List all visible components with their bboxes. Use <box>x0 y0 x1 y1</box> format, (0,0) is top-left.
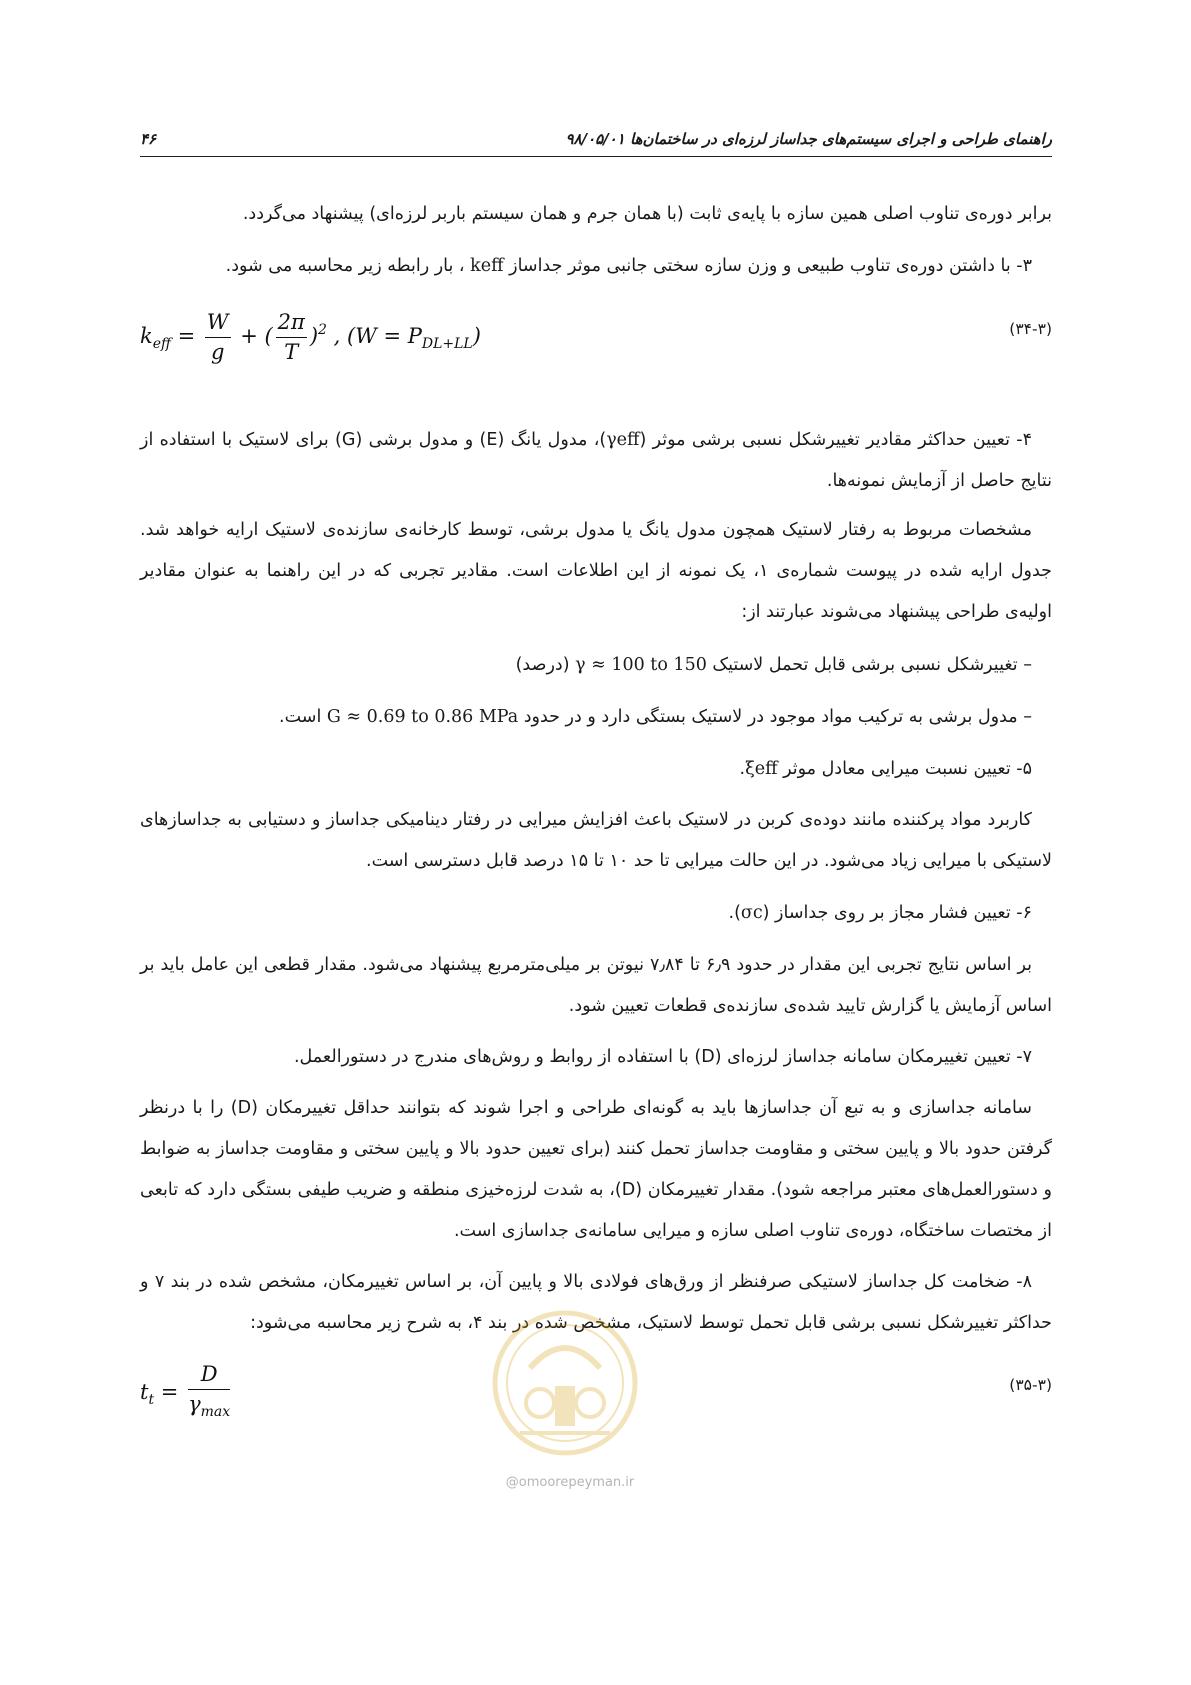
paragraph-allowable-pressure: بر اساس نتایج تجربی این مقدار در حدود ۶٫۹ تا ۷٫۸۴ نیوتن بر میلی‌مترمربع پیشنهاد می‌شود. مقدار قطعی این عامل باید بر اساس آزمایش یا گزارش تایید شده‌ی سازنده‌ی قطعات تعیین شود. <box>140 955 1052 1016</box>
page-header <box>140 126 1052 157</box>
paragraph-step-8: ۸- ضخامت کل جداساز لاستیکی صرفنظر از ورق‌های فولادی بالا و پایین آن، بر اساس تغییرمکان، مشخص شده در بند ۷ و حداکثر تغییرشکل نسبی برشی قابل تحمل توسط لاستیک، مشخص شده در بند ۴، به شرح زیر محاسبه می‌شود: <box>140 1272 1052 1333</box>
equation-35-3: $t_t$ = $\frac{D}{\gamma_{max}}$ <box>140 1362 231 1420</box>
header-title: راهنمای طراحی و اجرای سیستم‌های جداساز لرزه‌ای در ساختمان‌ها ۹۸/۰۵/۰۱ <box>565 130 1052 148</box>
watermark-text: @omoorepeyman.ir <box>505 1475 635 1490</box>
symbol-keff: keff <box>470 256 504 276</box>
symbol-gamma-range: γ ≈ 100 to 150 <box>575 655 707 675</box>
page-number: ۴۶ <box>140 130 157 148</box>
paragraph-step-7: ۷- تعیین تغییرمکان سامانه جداساز لرزه‌ای (D) با استفاده از روابط و روش‌های مندرج در دستورالعمل. <box>293 1047 1032 1067</box>
symbol-sigma-c: σc <box>740 903 763 923</box>
equation-number-34-3: (۳۴-۳) <box>1009 320 1052 338</box>
paragraph-intro: برابر دوره‌ی تناوب اصلی همین سازه با پایه‌ی ثابت (با همان جرم و همان سیستم باربر لرزه‌ای) پیشنهاد می‌گردد. <box>242 204 1052 224</box>
equation-34-3: $k_{eff}$ = $\frac{W}{g}$ + ( $\frac{2\pi}{T}$ )$^2$ , $(W = P_{DL+LL})$ <box>140 310 481 364</box>
paragraph-step-3: ۳- با داشتن دوره‌ی تناوب طبیعی و وزن سازه سختی جانبی موثر جداساز keff ، بار رابطه زیر محاسبه می شود. <box>225 256 1032 276</box>
watermark-logo <box>490 1308 640 1458</box>
list-item-strain: – تغییرشکل نسبی برشی قابل تحمل لاستیک γ ≈ 100 to 150 (درصد) <box>515 655 1032 675</box>
paragraph-displacement: سامانه جداسازی و به تبع آن جداسازها باید به گونه‌ای طراحی و اجرا شوند که بتوانند حداقل تغییرمکان (D) را با درنظر گرفتن حدود بالا و پایین سختی و مقاومت جداساز تحمل کنند (برای تعیین حدود بالا و پایین سختی و مقاومت جداساز به ضوابط و دستورالعمل‌های معتبر مراجعه شود). مقدار تغییرمکان (D)، به شدت لرزه‌خیزی منطقه و ضریب طیفی بستگی دارد که تابعی از مختصات ساختگاه، دوره‌ی تناوب اصلی سازه و میرایی سامانه‌ی جداسازی است. <box>140 1098 1052 1241</box>
paragraph-rubber-properties: مشخصات مربوط به رفتار لاستیک همچون مدول یانگ یا مدول برشی، توسط کارخانه‌ی سازنده‌ی لاستیک ارایه خواهد شد. جدول ارایه شده در پیوست شماره‌ی ۱، یک نمونه از این اطلاعات است. مقادیر تجربی که در این راهنما به عنوان مقادیر اولیه‌ی طراحی پیشنهاد می‌شوند عبارتند از: <box>140 520 1052 622</box>
list-item-shear-modulus: – مدول برشی به ترکیب مواد موجود در لاستیک بستگی دارد و در حدود G ≈ 0.69 to 0.86 MPa است. <box>279 707 1032 727</box>
paragraph-step-5: ۵- تعیین نسبت میرایی معادل موثر ξeff. <box>739 759 1032 779</box>
symbol-g-range: G ≈ 0.69 to 0.86 MPa <box>326 707 519 727</box>
symbol-gamma-eff: γeff <box>606 430 640 450</box>
symbol-xi-eff: ξeff <box>745 759 778 779</box>
paragraph-step-6: ۶- تعیین فشار مجاز بر روی جداساز (σc). <box>728 903 1032 923</box>
paragraph-damping: کاربرد مواد پرکننده مانند دوده‌ی کربن در لاستیک باعث افزایش میرایی در رفتار دینامیکی جداساز و دستیابی به جداسازهای لاستیکی با میرایی زیاد می‌شود. در این حالت میرایی تا حد ۱۰ تا ۱۵ درصد قابل دسترسی است. <box>140 810 1052 871</box>
equation-number-35-3: (۳۵-۳) <box>1009 1376 1052 1394</box>
paragraph-step-4: ۴- تعیین حداکثر مقادیر تغییرشکل نسبی برشی موثر (γeff)، مدول یانگ (E) و مدول برشی (G) برای لاستیک با استفاده از نتایج حاصل از آزمایش نمونه‌ها. <box>140 430 1052 491</box>
